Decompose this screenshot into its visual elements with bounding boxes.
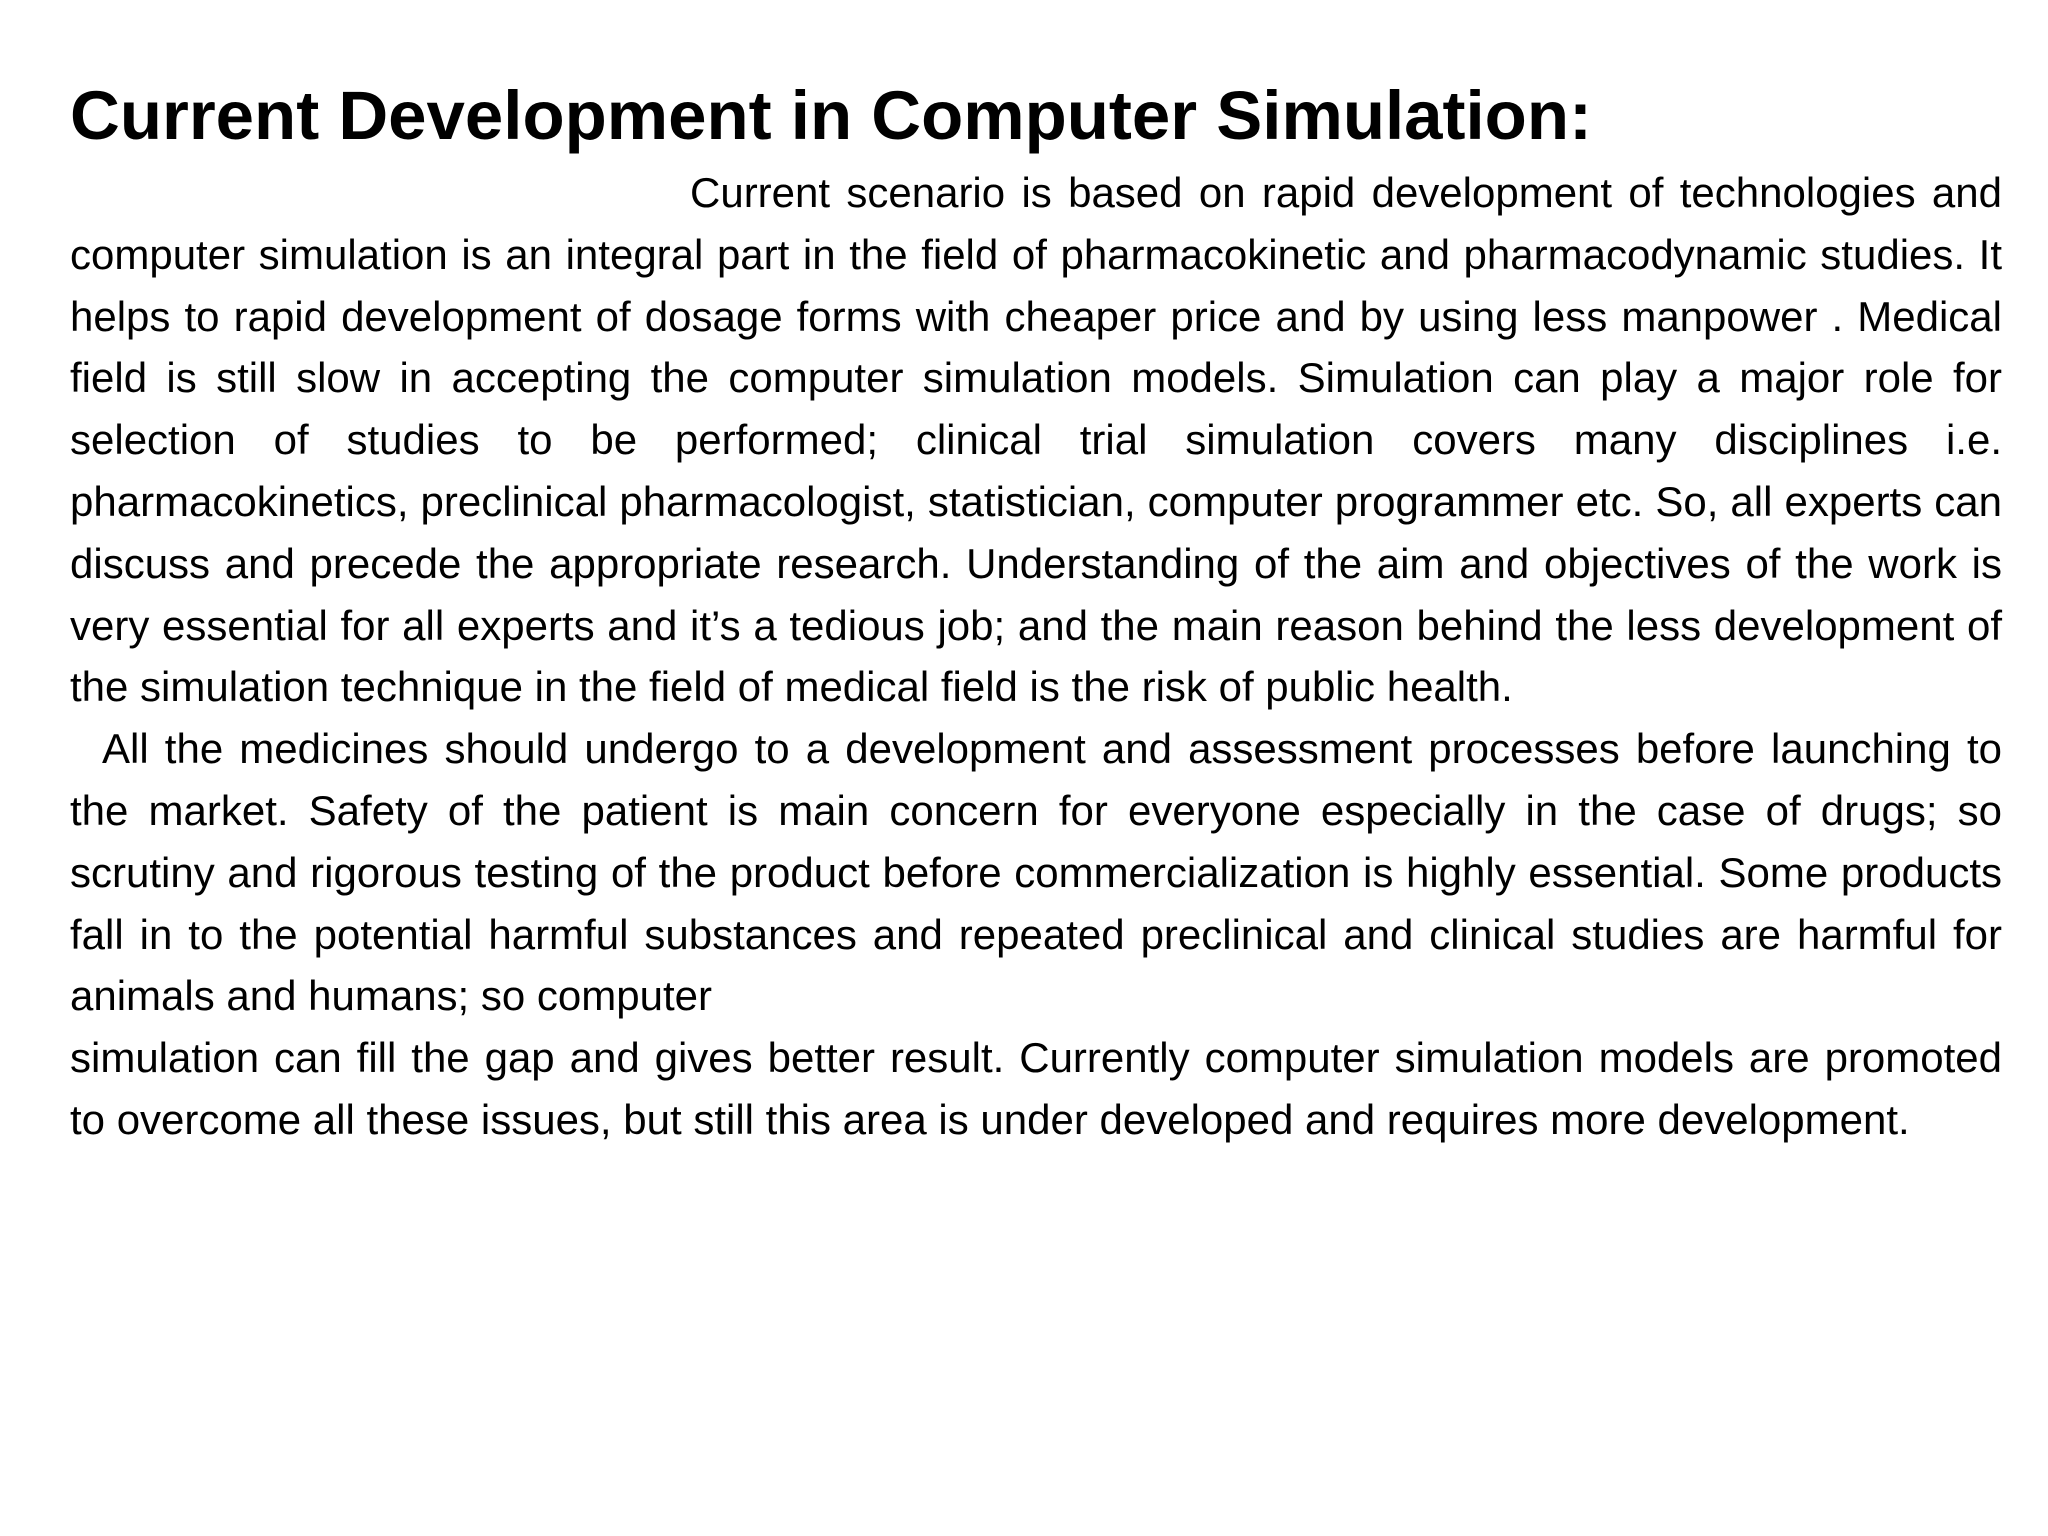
body-paragraph-1: Current scenario is based on rapid development of technologies and computer simulation is an integral part in the field of pharmacokinetic and pharmacodynamic studies. It helps to rapid development of dosage forms with cheaper price and by using less manpower . Medical field is still slow in accepting the computer simulation models. Simulation can play a major role for selection of studies to be performed; clinical trial simulation covers many disciplines i.e. pharmacokinetics, preclinical pharmacologist, statistician, computer programmer etc. So, all experts can discuss and precede the appropriate research. Understanding of the aim and objectives of the work is very essential for all experts and it’s a tedious job; and the main reason behind the less development of the simulation technique in the field of medical field is the risk of public health. [70, 169, 2002, 711]
slide-title: Current Development in Computer Simulation: [70, 77, 1592, 154]
body-paragraph-2: All the medicines should undergo to a development and assessment processes before launching to the market. Safety of the patient is main concern for everyone especially in the case of drugs; so scrutiny and rigorous testing of the product before commercialization is highly essential. Some products fall in to the potential harmful substances and repeated preclinical and clinical studies are harmful for animals and humans; so computer [70, 725, 2002, 1020]
body-paragraph-3: simulation can fill the gap and gives better result. Currently computer simulation models are promoted to overcome all these issues, but still this area is under developed and requires more development. [70, 1034, 2002, 1143]
slide-body [70, 162, 2002, 1151]
